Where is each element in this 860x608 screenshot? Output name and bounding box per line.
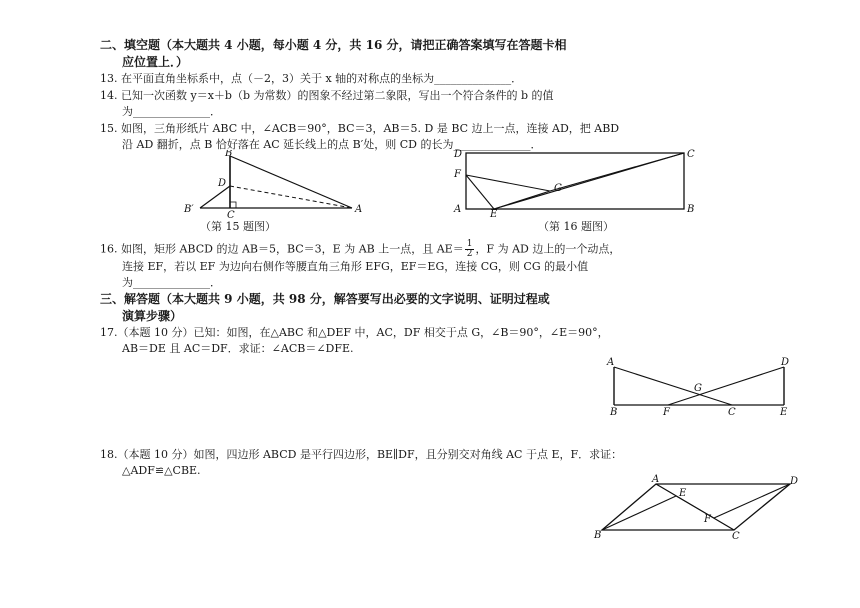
question-14-line1: 14. 已知一次函数 y＝x＋b（b 为常数）的图象不经过第二象限，写出一个符合条件的 b 的值 (100, 89, 554, 102)
fig15-label-D: D (218, 178, 227, 189)
question-14-line2: 为______________． (122, 105, 221, 118)
fig16-label-B: B (687, 204, 695, 215)
fraction-numerator: 1 (466, 239, 473, 249)
section-3-heading-line1: 三、解答题（本大题共 9 小题，共 98 分，解答要写出必要的文字说明、证明过程或 (100, 292, 550, 306)
fig17-label-C: C (728, 407, 736, 417)
fig17-label-B: B (610, 407, 618, 417)
fig18-label-D: D (790, 476, 799, 487)
fig15-segment-DA (230, 186, 352, 208)
fig18-segment-DF (714, 484, 790, 518)
fig17-label-D: D (781, 357, 790, 368)
question-15-line2: 沿 AD 翻折，点 B 恰好落在 AC 延长线上的点 B′处，则 CD 的长为______________． (122, 138, 542, 151)
question-16-line3: 为______________． (122, 276, 221, 289)
fig17-segment-DF (668, 367, 784, 405)
question-18-line2: △ADF≌△CBE. (122, 464, 201, 477)
fig18-label-B: B (594, 530, 602, 540)
question-15-line1: 15. 如图，三角形纸片 ABC 中，∠ACB＝90°，BC＝3，AB＝5. D 是 BC 边上一点，连接 AD，把 ABD (100, 122, 620, 135)
fig18-segment-BE (602, 496, 676, 530)
question-17-line2: AB＝DE 且 AC＝DF．求证：∠ACB＝∠DFE. (122, 342, 354, 355)
fig15-label-B: B (225, 150, 233, 159)
figure-17 (600, 355, 800, 417)
question-16-line1-text-b: ，F 为 AD 边上的一个动点， (475, 242, 621, 256)
fig15-label-Bp: B′ (184, 204, 194, 215)
fig15-right-angle-mark (230, 202, 236, 208)
fraction-denominator: 2 (466, 249, 473, 259)
fig18-label-A: A (652, 474, 660, 485)
question-16-line1-text-a: 16. 如图，矩形 ABCD 的边 AB＝5，BC＝3，E 为 AB 上一点，且 AE＝ (100, 242, 464, 256)
fig16-label-E: E (490, 209, 498, 217)
fig16-label-A: A (454, 204, 462, 215)
section-2-heading-line1: 二、填空题（本大题共 4 小题，每小题 4 分，共 16 分，请把正确答案填写在答题卡相 (100, 38, 567, 52)
fig17-segment-AC (614, 367, 732, 405)
question-18-line1: 18.（本题 10 分）如图，四边形 ABCD 是平行四边形，BE∥DF，且分别交对角线 AC 于点 E，F．求证： (100, 448, 623, 461)
fig16-label-D: D (454, 149, 463, 160)
fig17-label-G: G (694, 383, 702, 394)
fig16-segment-FE (466, 175, 494, 209)
fig16-label-F: F (454, 169, 461, 180)
question-16-line2: 连接 EF，若以 EF 为边向右侧作等腰直角三角形 EFG，EF＝EG，连接 CG，则 CG 的最小值 (122, 260, 589, 273)
fig16-label-G: G (554, 183, 562, 194)
fig15-segment-BA (230, 156, 352, 208)
fig15-label-A: A (355, 204, 363, 215)
fig17-label-F: F (663, 407, 670, 417)
fig16-segment-FG (466, 175, 550, 191)
fig16-segment-EC (494, 153, 684, 209)
question-16-fraction (465, 240, 475, 259)
question-17-line1: 17.（本题 10 分）已知：如图，在△ABC 和△DEF 中，AC，DF 相交于点 G，∠B＝90°，∠E＝90°， (100, 326, 609, 339)
fig18-label-C: C (732, 531, 740, 540)
fig18-label-F: F (704, 514, 711, 525)
fig17-label-A: A (607, 357, 615, 368)
figure-15 (180, 150, 370, 220)
fig15-segment-BpD (200, 186, 230, 208)
figure-16 (450, 145, 700, 217)
question-16-line1 (100, 240, 620, 259)
section-3-heading-line2: 演算步骤） (122, 309, 183, 323)
fig17-label-E: E (780, 407, 788, 417)
section-2-heading-line2: 应位置上．） (122, 55, 189, 69)
fig18-label-E: E (679, 488, 687, 499)
figure-15-caption: （第 15 题图） (200, 220, 276, 233)
figure-16-caption: （第 16 题图） (538, 220, 614, 233)
fig16-label-C: C (687, 149, 695, 160)
figure-18 (590, 474, 810, 540)
fig15-label-C: C (227, 210, 235, 220)
question-13: 13. 在平面直角坐标系中，点（－2，3）关于 x 轴的对称点的坐标为______________． (100, 72, 523, 85)
